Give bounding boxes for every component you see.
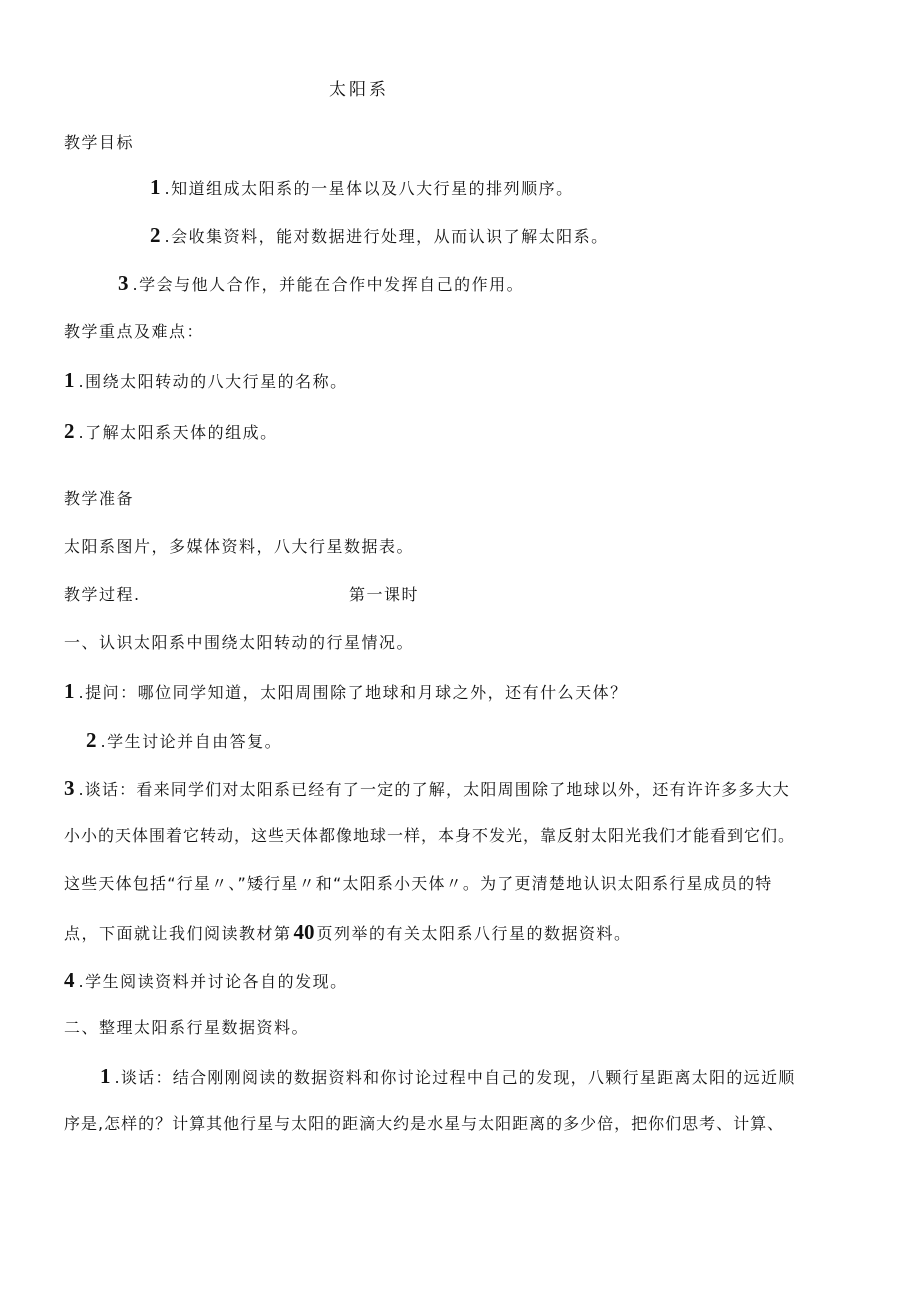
section-2-item-1-line-2: 序是,怎样的？计算其他行星与太阳的距滴大约是水星与太阳距离的多少倍，把你们思考、计算、 [64, 1114, 785, 1133]
page-number-reference: 40 [293, 920, 315, 944]
goal-item-1-number: 1 [150, 175, 161, 199]
process-item-3-text-1: .谈话：看来同学们对太阳系已经有了一定的了解，太阳周围除了地球以外，还有许许多多大大 [78, 780, 790, 799]
key-points-heading: 教学重点及难点： [64, 322, 205, 341]
goal-item-3-number: 3 [118, 271, 129, 295]
goal-item-1 [150, 177, 574, 199]
process-item-2-number: 2 [86, 728, 97, 752]
goals-heading: 教学目标 [64, 133, 135, 152]
process-heading: 教学过程. [64, 585, 141, 604]
key-point-item-2-number: 2 [64, 419, 75, 443]
goal-item-2-number: 2 [150, 223, 161, 247]
process-item-3-line-3: 这些天体包括“行星〃、”矮行星〃和“太阳系小天体〃。为了更清楚地认识太阳系行星成员的特 [64, 874, 773, 893]
process-item-1-number: 1 [64, 679, 75, 703]
goal-item-3 [118, 273, 524, 295]
section-2-item-1-number: 1 [100, 1064, 111, 1088]
process-item-2-text: .学生讨论并自由答复。 [100, 732, 283, 751]
process-item-3-line-2: 小小的天体围着它转动，这些天体都像地球一样，本身不发光，靠反射太阳光我们才能看到它们。 [64, 826, 796, 845]
process-item-2 [86, 730, 282, 752]
section-2-item-1-line-1 [100, 1066, 796, 1088]
preparation-heading: 教学准备 [64, 489, 135, 508]
process-item-1-text: .提问：哪位同学知道，太阳周围除了地球和月球之外，还有什么天体？ [78, 683, 628, 702]
process-item-4-number: 4 [64, 968, 75, 992]
key-point-item-2-text: .了解太阳系天体的组成。 [78, 423, 278, 442]
preparation-text: 太阳系图片，多媒体资料，八大行星数据表。 [64, 537, 415, 556]
lesson-label: 第一课时 [349, 585, 420, 604]
goal-item-2-text: .会收集资料，能对数据进行处理，从而认识了解太阳系。 [164, 227, 609, 246]
process-item-4 [64, 970, 348, 992]
section-1-heading: 一、认识太阳系中围绕太阳转动的行星情况。 [64, 633, 415, 652]
process-item-3-text-4a: 点，下面就让我们阅读教材第 [64, 924, 292, 943]
key-point-item-1-number: 1 [64, 368, 75, 392]
document-title: 太阳系 [329, 80, 389, 100]
key-point-item-1-text: .围绕太阳转动的八大行星的名称。 [78, 372, 348, 391]
process-item-4-text: .学生阅读资料并讨论各自的发现。 [78, 972, 348, 991]
section-2-item-1-text-1: .谈话：结合刚刚阅读的数据资料和你讨论过程中自己的发现，八颗行星距离太阳的远近顺 [114, 1068, 796, 1087]
section-2-heading: 二、整理太阳系行星数据资料。 [64, 1018, 310, 1037]
goal-item-1-text: .知道组成太阳系的一星体以及八大行星的排列顺序。 [164, 179, 574, 198]
key-point-item-1 [64, 370, 348, 392]
process-item-1 [64, 681, 628, 703]
key-point-item-2 [64, 421, 278, 443]
process-item-3-line-4 [64, 922, 632, 944]
goal-item-2 [150, 225, 609, 247]
process-item-3-text-4b: 页列举的有关太阳系八行星的数据资料。 [316, 924, 632, 943]
process-item-3-line-1 [64, 778, 790, 800]
goal-item-3-text: .学会与他人合作，并能在合作中发挥自己的作用。 [132, 275, 525, 294]
process-item-3-number: 3 [64, 776, 75, 800]
